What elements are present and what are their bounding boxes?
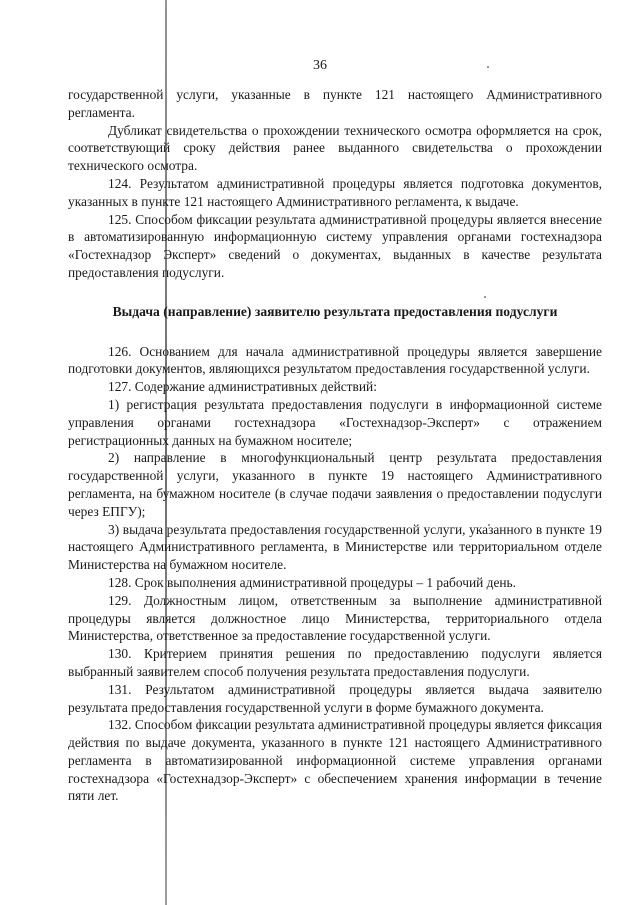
- paragraph: Дубликат свидетельства о прохождении технического осмотра оформляется на срок, соответствующий сроку действия ранее выданного свидетельства о прохождении технического осмотра.: [68, 122, 602, 174]
- paragraph: государственной услуги, указанные в пункте 121 настоящего Административного регламента.: [68, 87, 602, 120]
- paragraph: 130. Критерием принятия решения по предоставлению подуслуги является выбранный заявителем способ получения результата предоставления подуслуги.: [68, 646, 602, 679]
- paragraph: 126. Основанием для начала административной процедуры является завершение подготовки документов, являющихся результатом предоставления государственной услуги.: [68, 343, 602, 377]
- paragraph: 125. Способом фиксации результата административной процедуры является внесение в автоматизированную информационную систему управления органами гостехнадзора «Гостехнадзор Эксперт» сведений о документах, выданных в качестве результата предоставления подуслуги.: [68, 211, 602, 280]
- paragraph: 124. Результатом административной процедуры является подготовка документов, указанных в пункте 121 настоящего Административного регламента, к выдаче.: [68, 175, 602, 209]
- paragraph: 128. Срок выполнения административной процедуры – 1 рабочий день.: [108, 574, 517, 590]
- document-body: [68, 86, 602, 805]
- paragraph: 131. Результатом административной процедуры является выдача заявителю результата предоставления государственной услуги в форме бумажного документа.: [68, 681, 602, 715]
- paragraph: 132. Способом фиксации результата административной процедуры является фиксация действия по выдаче документа, указанного в пункте 121 настоящего Административного регламента в автоматизированной информационной системе управления органами гостехнадзора «Гостехнадзор-Эксперт» с обеспечением хранения информации в течение пяти лет.: [68, 717, 602, 804]
- list-item: 1) регистрация результата предоставления подуслуги в информационной системе управления органами гостехнадзора «Гостехнадзор-Эксперт» с отражением регистрационных данных на бумажном носителе;: [68, 396, 602, 448]
- section-heading: Выдача (направление) заявителю результата предоставления подуслуги: [112, 303, 558, 319]
- list-item: 2) направление в многофункциональный центр результата предоставления государственной услуги, указанного в пункте 19 настоящего Административного регламента, на бумажном носителе (в случае подачи заявления о предоставлении подуслуги через ЕПГУ);: [68, 450, 602, 519]
- paragraph: 129. Должностным лицом, ответственным за выполнение административной процедуры является должностное лицо Министерства, территориального отдела Министерства, ответственное за предоставление государственной услуги.: [68, 592, 602, 644]
- list-item: 3) выдача результата предоставления государственной услуги, указанного в пункте 19 настоящего Административного регламента, в Министерстве или территориальном отделе Министерства на бумажном носителе.: [68, 521, 602, 573]
- page-number: 36: [313, 58, 327, 73]
- paragraph: 127. Содержание административных действий:: [108, 379, 377, 395]
